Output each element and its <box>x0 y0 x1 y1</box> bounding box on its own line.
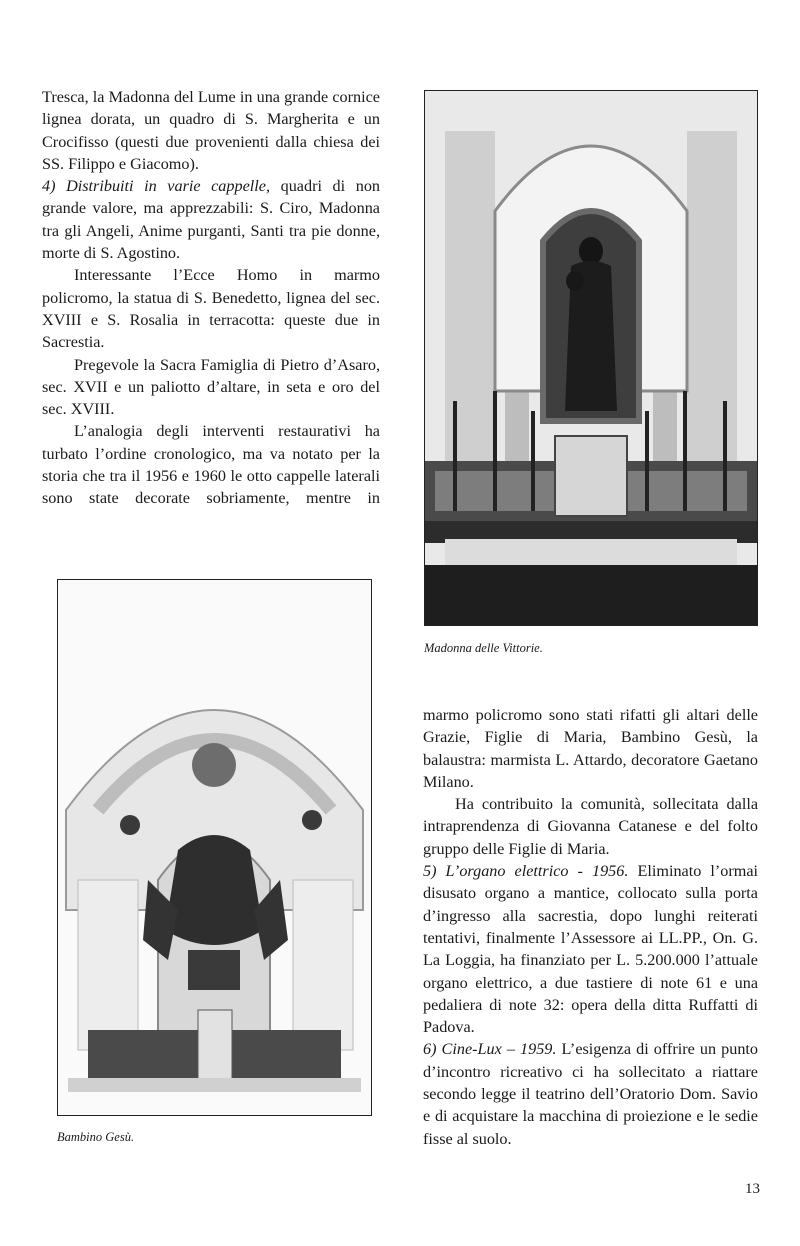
photo-madonna-delle-vittorie <box>424 90 758 626</box>
photo-caption: Madonna delle Vittorie. <box>424 641 543 655</box>
item-6-lead: 6) Cine-Lux – 1959. <box>423 1040 557 1059</box>
item-6-text: L’esigenza di offrire un punto d’incontro ricreativo ci ha sollecitato a riattare secondo legge il teatrino dell’Oratorio Dom. Savio e di acquistare la macchina di proiezione e le sedie fisse al suolo. <box>423 1040 759 1148</box>
item-5-text: Eliminato l’ormai disusato organo a mantice, collocato sulla porta d’ingresso alla sacrestia, dopo lunghi reiterati tentativi, finalmente l’Assessore ai LL.PP., On. G. La Loggia, ha finanziato per L. 5.200.000 l’attuale organo elettrico, a due tastiere di note 61 e una pedaliera di note 32: opera della ditta Ruffatti di Padova. <box>423 862 759 1037</box>
paragraph: Interessante l’Ecce Homo in marmo policromo, la statua di S. Benedetto, lignea del sec. XVIII e S. Rosalia in terracotta: queste due in Sacrestia. <box>42 266 380 352</box>
paragraph: Tresca, la Madonna del Lume in una grande cornice lignea dorata, un quadro di S. Margherita e un Crocifisso (questi due provenienti dalla chiesa dei SS. Filippo e Giacomo). <box>42 88 380 173</box>
paragraph-item-4 <box>42 175 380 264</box>
item-4-text: quadri di non grande valore, ma apprezzabili: S. Ciro, Madonna tra gli Angeli, Anime purganti, Santi tra pie donne, morte di S. Agostino. <box>42 177 381 263</box>
altar-illustration <box>58 580 371 1115</box>
paragraph-item-6 <box>423 1038 758 1149</box>
photo-bambino-gesu <box>57 579 372 1116</box>
paragraph: Pregevole la Sacra Famiglia di Pietro d’Asaro, sec. XVII e un paliotto d’altare, in seta e oro del sec. XVIII. <box>42 355 380 419</box>
paragraph-item-5 <box>423 860 758 1038</box>
paragraph: marmo policromo sono stati rifatti gli altari delle Grazie, Figlie di Maria, Bambino Gesù, la balaustra: marmista L. Attardo, decoratore Gaetano Milano. <box>423 706 758 791</box>
left-text-column <box>42 86 380 510</box>
photo-caption: Bambino Gesù. <box>57 1130 135 1144</box>
paragraph: L’analogia degli interventi restaurativi ha turbato l’ordine cronologico, ma va notato per la storia che tra il 1956 e 1960 le otto cappelle laterali sono state decorate sobriamente, mentre in <box>42 422 380 508</box>
item-5-lead: 5) L’organo elettrico - 1956. <box>423 862 629 881</box>
paragraph: Ha contribuito la comunità, sollecitata dalla intraprendenza di Giovanna Catanese e del folto gruppo delle Figlie di Maria. <box>423 795 758 858</box>
altar-illustration <box>425 91 757 625</box>
item-4-lead: 4) Distribuiti in varie cappelle, <box>42 177 271 196</box>
page-number: 13 <box>745 1181 760 1197</box>
right-text-column <box>423 704 758 1150</box>
